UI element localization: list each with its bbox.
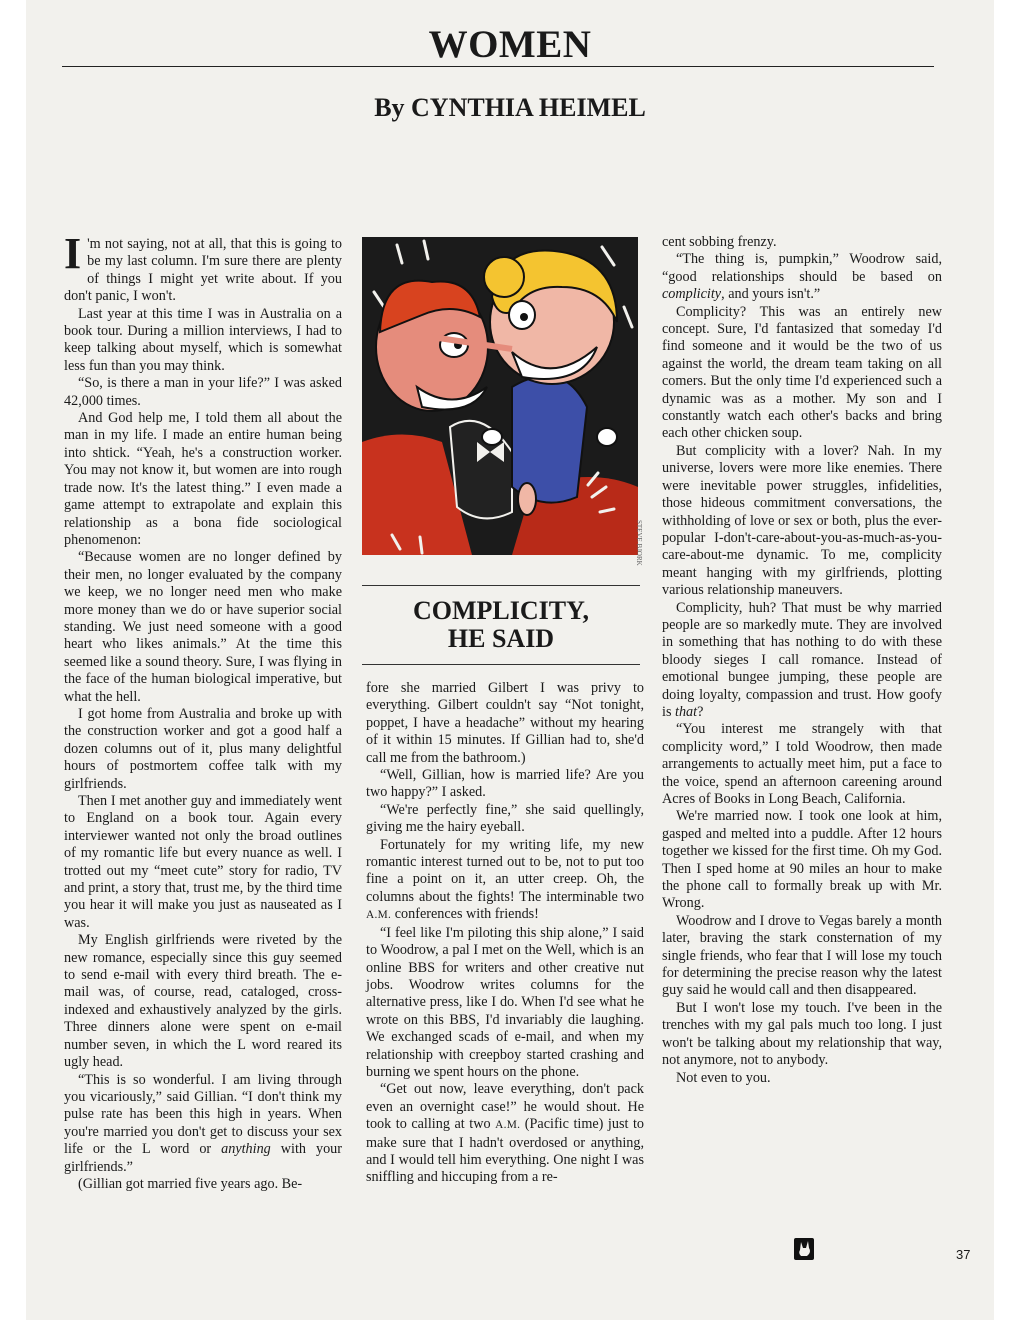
subhead-line: COMPLICITY, <box>412 596 589 625</box>
paragraph: “We're perfectly fine,” she said quellingly, giving me the hairy eyeball. <box>366 801 644 836</box>
paragraph: “Get out now, leave everything, don't pack even an overnight case!” he would shout. He took to calling at two A.M. (Pacific time) just to make sure that I hadn't overdosed or anything, and I would tell him everything. One night I was sniffling and hiccuping from a re- <box>366 1081 645 1186</box>
column-1 <box>64 229 342 1193</box>
paragraph: Then I met another guy and immediately went to England on a book tour. Again every interviewer wanted not only the broad outlines of my romantic life but every nuance as well. I trotted out my “meet cute” story for radio, TV and print, a story that, trust me, by the third time you hear it will make you just as nauseated as I was. <box>64 793 342 931</box>
paragraph: “Because women are no longer defined by their men, no longer evaluated by the company we keep, we no longer need men who make more money than we do or have superior social standing. We just need someone with a good heart who likes animals.” At the time this seemed like a sound theory. Sure, I was flying in the face of the human biological imperative, but what the hell. <box>64 549 342 705</box>
title-rule <box>62 66 934 67</box>
subhead-line: HE SAID <box>447 624 555 653</box>
subhead-rule-bottom <box>362 664 640 665</box>
byline: By CYNTHIA HEIMEL <box>374 93 646 122</box>
rabbit-logo-icon <box>794 1238 814 1260</box>
column-3 <box>662 234 942 1087</box>
paragraph: Woodrow and I drove to Vegas barely a month later, braving the stark consternation of my single friends, who fear that I will lose my touch for determining the precise reason why the latest guy said he would call and then disappeared. <box>662 912 942 999</box>
paragraph: “Well, Gillian, how is married life? Are you two happy?” I asked. <box>366 767 644 801</box>
subhead <box>362 597 640 653</box>
drop-cap: I <box>64 229 82 278</box>
section-title: WOMEN <box>428 23 592 66</box>
paragraph: “I feel like I'm piloting this ship alone,” I said to Woodrow, a pal I met on the Well, which is an online BBS for writers and other creative nut jobs. Woodrow writes columns for the alternative press, like I do. When I'd see what he wrote on this BBS, I'd invariably die laughing. We exchanged scads of e-mail, and when my relationship with creepboy started crashing and burning we spent hours on the phone. <box>366 924 644 1080</box>
page-number: 37 <box>956 1247 971 1262</box>
paragraph: “You interest me strangely with that complicity word,” I told Woodrow, then made arrangements to actually meet him, put a face to the voice, spend an afternoon careening around Acres of Books in Long Beach, California. <box>662 721 942 807</box>
column-2 <box>366 680 644 1187</box>
paragraph: We're married now. I took one look at him, gasped and melted into a puddle. After 12 hours together we kissed for the first time. Oh my God. Then I sped home at 90 miles an hour to make the phone call to formally break up with Mr. Wrong. <box>662 808 942 912</box>
paragraph: I 'm not saying, not at all, that this is going to be my last column. I'm sure there are plenty of things I might yet write about. If you don't panic, I won't. <box>64 229 342 305</box>
paragraph: I got home from Australia and broke up with the construction worker and got a good half a dozen columns out of it, plus many delightful hours of postmortem coffee talk with my girlfriends. <box>64 705 342 792</box>
paragraph: fore she married Gilbert I was privy to everything. Gilbert couldn't say “Not tonight, poppet, I have a headache” without my hearing of it within 15 minutes. If Gillian had to, she'd call me from the bathroom.) <box>366 680 644 766</box>
paragraph: My English girlfriends were riveted by the new romance, especially since this guy seemed to send e-mail with every third breath. The e-mail was, of course, read, cataloged, cross-indexed and exhaustively analyzed by the girls. Three dinners alone were spent on e-mail number seven, in which the L word reared its ugly head. <box>64 932 342 1071</box>
paragraph: Fortunately for my writing life, my new romantic interest turned out to be, not to put too fine a point on it, an utter creep. Oh, the columns about the fights! The interminable two A.M. conferences with friends! <box>366 836 644 923</box>
paragraph: (Gillian got married five years ago. Be- <box>78 1175 303 1192</box>
paragraph: cent sobbing frenzy. <box>662 234 777 250</box>
illustration-credit: STEVE BJORK <box>635 520 643 566</box>
paragraph: Complicity, huh? That must be why married people are so markedly mute. They are involved in something that has nothing to do with these bloody sieges I call romance. Instead of emotional bungee jumping, these people are doing loyalty, compassion and trust. How goofy is that? <box>662 599 942 720</box>
paragraph: Last year at this time I was in Australia on a book tour. During a million interviews, I had to keep talking about myself, which is somewhat less fun than you may think. <box>64 305 342 374</box>
paragraph: “So, is there a man in your life?” I was asked 42,000 times. <box>64 375 342 409</box>
couple-cartoon-icon <box>362 237 638 555</box>
paragraph: But complicity with a lover? Nah. In my universe, lovers were more like enemies. There were inevitable power struggles, infidelities, those hideous commitment conversations, the withholding of love or sex or both, plus the ever-popular I-don't-care-about-you-as-much-as-you-care-about-me dynamic. To me, complicity meant hanging with my girlfriends, plotting various relationship maneuvers. <box>662 442 942 599</box>
paragraph: “This is so wonderful. I am living through you vicariously,” said Gillian. “I don't think my pulse rate has been this high in years. When you're married you don't get to discuss your sex life or the L word or anything with your girlfriends.” <box>64 1071 342 1175</box>
cartoon-illustration <box>362 237 638 555</box>
paragraph: Complicity? This was an entirely new concept. Sure, I'd fantasized that someday I'd find someone and it would be the two of us against the world, the dream team taking on all comers. But the only time I'd experienced such a dynamic was as a mother. My son and I constantly watch each other's backs and bring each other chicken soup. <box>662 303 942 442</box>
subhead-rule-top <box>362 585 640 586</box>
magazine-page <box>26 0 994 1320</box>
paragraph: “The thing is, pumpkin,” Woodrow said, “good relationships should be based on complicity, and yours isn't.” <box>662 251 942 303</box>
paragraph: But I won't lose my touch. I've been in the trenches with my gal pals much too long. I just won't be talking about my relationship that way, not anymore, not to anybody. <box>662 999 942 1069</box>
paragraph: Not even to you. <box>676 1069 771 1086</box>
paragraph: And God help me, I told them all about the man in my life. I made an entire human being into shtick. “Yeah, he's a construction worker. You may not know it, but women are into rough trade now. It's the latest thing.” I even made a game attempt to extrapolate and explain this relationship as a bona fide sociological phenomenon: <box>64 410 342 548</box>
